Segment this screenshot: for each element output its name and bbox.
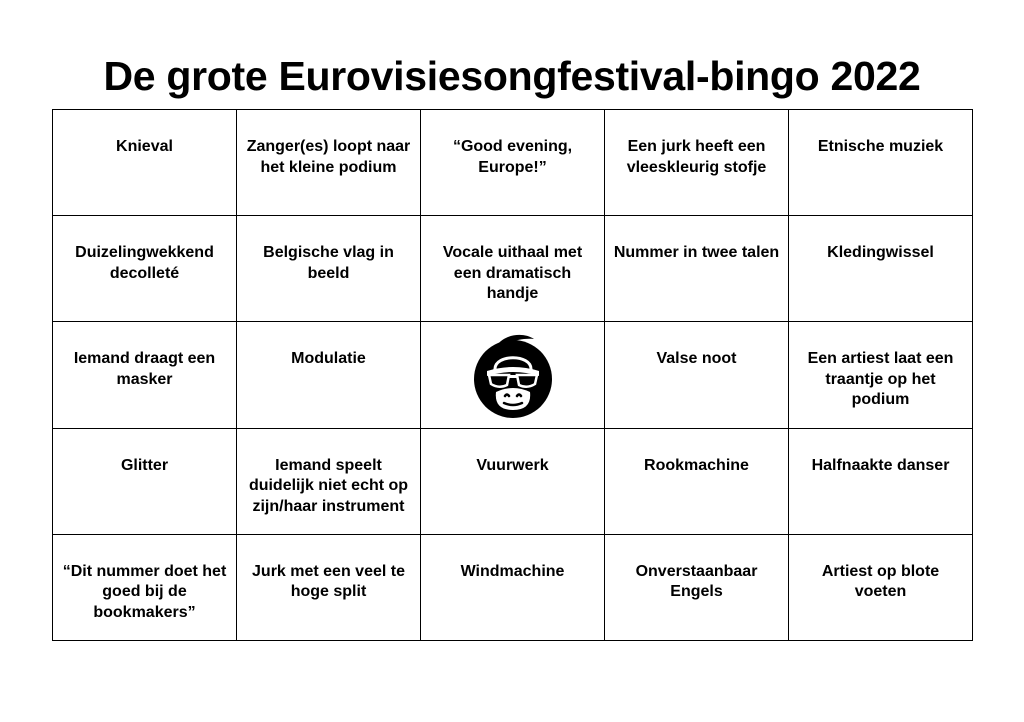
bingo-cell: Etnische muziek <box>789 110 973 216</box>
bingo-cell: Zanger(es) loopt naar het kleine podium <box>237 110 421 216</box>
bingo-cell: Rookmachine <box>605 429 789 535</box>
bingo-cell: “Good evening, Europe!” <box>421 110 605 216</box>
bingo-cell: “Dit nummer doet het goed bij de bookmakers” <box>53 535 237 641</box>
bingo-cell: Jurk met een veel te hoge split <box>237 535 421 641</box>
bingo-cell: Artiest op blote voeten <box>789 535 973 641</box>
bingo-cell: Valse noot <box>605 322 789 428</box>
bingo-cell: Modulatie <box>237 322 421 428</box>
bingo-cell: Vocale uithaal met een dramatisch handje <box>421 216 605 322</box>
bingo-cell: Knieval <box>53 110 237 216</box>
bingo-cell: Een jurk heeft een vleeskleurig stofje <box>605 110 789 216</box>
gorilla-sunglasses-logo-icon <box>472 330 554 420</box>
bingo-cell: Halfnaakte danser <box>789 429 973 535</box>
bingo-cell: Iemand speelt duidelijk niet echt op zijn/haar instrument <box>237 429 421 535</box>
bingo-cell: Een artiest laat een traantje op het podium <box>789 322 973 428</box>
bingo-cell: Duizelingwekkend decolleté <box>53 216 237 322</box>
bingo-cell: Kledingwissel <box>789 216 973 322</box>
page-title: De grote Eurovisiesongfestival-bingo 2022 <box>103 53 921 99</box>
bingo-cell: Glitter <box>53 429 237 535</box>
bingo-cell: Vuurwerk <box>421 429 605 535</box>
bingo-cell: Onverstaanbaar Engels <box>605 535 789 641</box>
bingo-cell: Iemand draagt een masker <box>53 322 237 428</box>
bingo-cell: Nummer in twee talen <box>605 216 789 322</box>
bingo-cell: Windmachine <box>421 535 605 641</box>
bingo-free-cell <box>421 322 605 428</box>
bingo-cell: Belgische vlag in beeld <box>237 216 421 322</box>
bingo-grid <box>52 109 973 641</box>
